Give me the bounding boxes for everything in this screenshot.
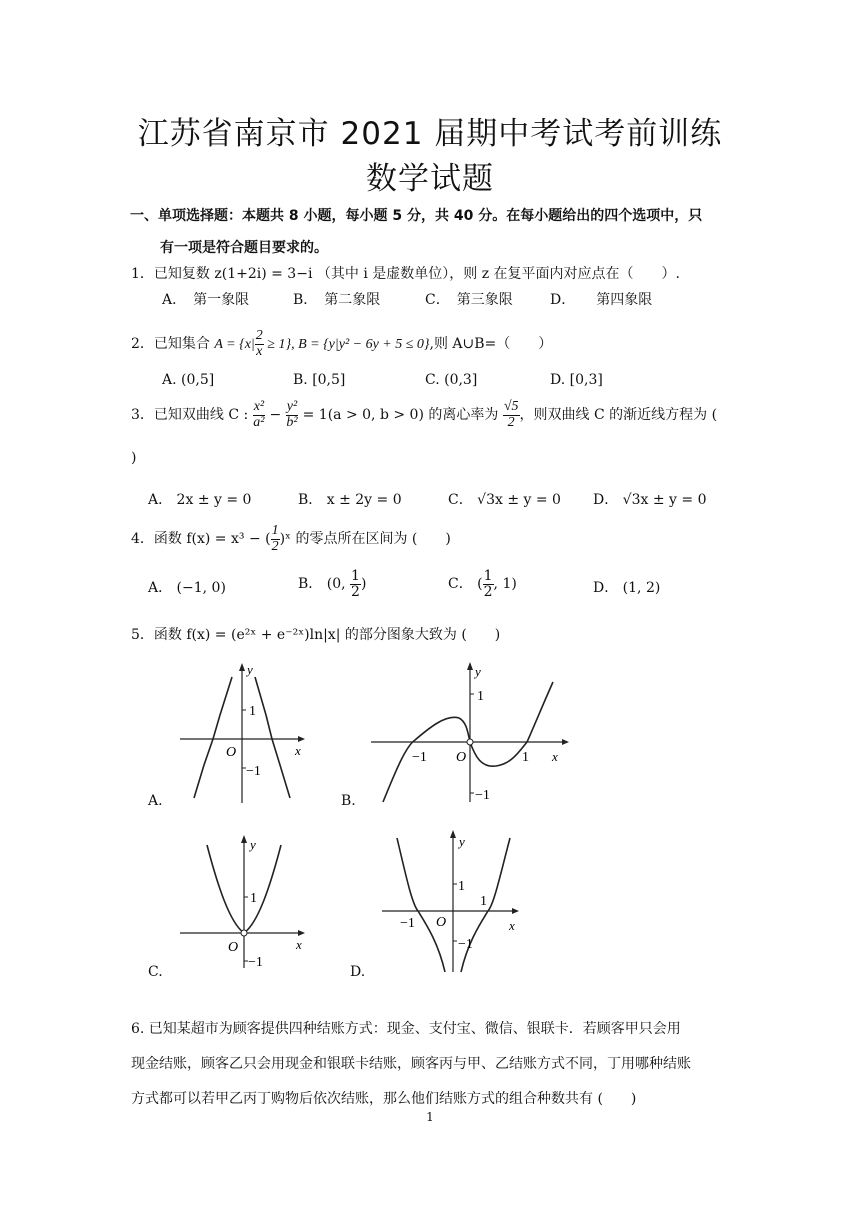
graph-d-x-label: x [509, 918, 515, 933]
q4-option-d: D． (1, 2) [593, 580, 661, 596]
graph-d-left-branch [397, 838, 445, 972]
q4-b-den: 2 [351, 583, 360, 600]
q4-f-num: 1 [271, 523, 279, 538]
q4-c-num: 1 [483, 568, 493, 584]
q1-option-a: A． 第一象限 [162, 292, 250, 308]
section-heading-cont: 有一项是符合题目要求的。 [160, 240, 328, 256]
question-5-stem: 5．函数 f(x) = (e²ˣ + e⁻²ˣ)ln|x| 的部分图象大致为 ( ) [131, 627, 501, 643]
graph-d-label: D. [350, 964, 366, 980]
graph-b-neg-one: −1 [475, 788, 490, 803]
q3-f3-num: √5 [503, 399, 519, 414]
graph-d-y-arrow [450, 830, 456, 838]
graph-b-origin: O [456, 750, 467, 765]
graph-c-y-label: y [250, 837, 256, 852]
graph-a-left-branch [194, 677, 232, 798]
q2-suffix: ,则 A∪B=（ ） [429, 336, 553, 353]
q3-frac-x [253, 400, 265, 430]
q3-option-c: C． √3x ± y = 0 [448, 492, 561, 508]
graph-a-right-branch [255, 677, 290, 798]
graph-d-origin: O [436, 915, 447, 930]
graph-c-x-arrow [298, 930, 305, 936]
graph-d-neg-one: −1 [458, 937, 473, 952]
graph-a-x-label: x [295, 743, 301, 758]
q1-option-d: D． 第四象限 [550, 292, 653, 308]
q2-frac-den: x [256, 343, 263, 359]
q3-option-b: B． x ± 2y = 0 [298, 492, 402, 508]
question-6-line3: 方式都可以若甲乙丙丁购物后依次结账，那么他们结账方式的组合种数共有 ( ) [131, 1091, 637, 1107]
q3-f1-den: a² [253, 414, 265, 430]
graph-a-y-arrow [239, 663, 245, 671]
graph-c-one: 1 [250, 891, 257, 906]
q3-minus: − [265, 407, 286, 424]
graph-b-x-arrow [562, 739, 569, 745]
graph-b [371, 660, 571, 805]
q3-option-a: A． 2x ± y = 0 [148, 492, 252, 508]
graph-c-label: C. [148, 964, 163, 980]
graph-b-y-label: y [475, 664, 481, 679]
q3-f3-den: 2 [507, 414, 515, 430]
graph-c-y-arrow [241, 835, 247, 843]
section-heading: 一、单项选择题：本题共 8 小题，每小题 5 分，共 40 分。在每小题给出的四个选项中，只 [130, 208, 703, 224]
q4-fraction [271, 524, 280, 554]
question-6-line1: 6. 已知某超市为顾客提供四种结账方式：现金、支付宝、微信、银联卡．若顾客甲只会用 [131, 1021, 681, 1037]
q4-c-post: , 1) [493, 576, 517, 593]
q3-suffix: ，则双曲线 C 的渐近线方程为 ( [519, 407, 718, 424]
page-title-line2: 数学试题 [366, 161, 494, 197]
graph-a-label: A. [148, 793, 163, 809]
q4-prefix: 4．函数 f(x) = x³ − ( [131, 531, 271, 548]
graph-d-one: 1 [458, 879, 465, 894]
graph-b-label: B. [341, 793, 356, 809]
graph-c-x-label: x [296, 937, 302, 952]
graph-b-tick-label-1: 1 [522, 750, 529, 765]
q4-c-fraction [483, 569, 494, 599]
q1-option-c: C． 第三象限 [425, 292, 513, 308]
q4-suffix: )ˣ 的零点所在区间为 ( ) [279, 531, 451, 548]
q4-option-a: A． (−1, 0) [148, 580, 226, 596]
graph-a-one: 1 [249, 704, 256, 719]
graph-b-hole [467, 739, 473, 745]
page-title-line1: 江苏省南京市 2021 届期中考试考前训练 [137, 116, 723, 152]
graph-d-tick-label-1: 1 [480, 894, 487, 909]
q2-set-a-right: ≥ 1}, B = {y|y² − 6y + 5 ≤ 0} [263, 337, 430, 353]
q4-b-num: 1 [351, 568, 360, 584]
graph-c-origin: O [228, 940, 239, 955]
q4-f-den: 2 [271, 538, 279, 554]
graph-b-one: 1 [477, 689, 484, 704]
q3-f2-num: y² [286, 399, 298, 414]
page-number: 1 [426, 1110, 434, 1124]
q4-b-fraction [350, 569, 361, 599]
q2-option-d: D. [0,3] [550, 372, 603, 388]
question-1-stem: 1．已知复数 z(1+2i) = 3−i （其中 i 是虚数单位），则 z 在复平面内对应点在（ ）. [131, 266, 680, 282]
q3-frac-e [503, 400, 520, 430]
q3-frac-y [286, 400, 298, 430]
graph-b-y-arrow [467, 662, 473, 670]
q3-mid: = 1(a > 0, b > 0) 的离心率为 [298, 407, 503, 424]
graph-a-x-arrow [298, 736, 305, 742]
graph-d-x-arrow [512, 908, 519, 914]
graph-a-neg-one: −1 [246, 764, 261, 779]
graph-d-tick-label-neg1: −1 [400, 916, 415, 931]
q4-option-c [448, 569, 517, 599]
graph-c-hole [241, 930, 247, 936]
q2-option-b: B. [0,5] [293, 372, 346, 388]
q2-set-a-left: A = {x| [214, 337, 255, 353]
q2-option-a: A. (0,5] [162, 372, 215, 388]
q2-option-c: C. (0,3] [425, 372, 478, 388]
q4-b-post: ) [360, 576, 367, 593]
q4-c-pre: C． ( [448, 576, 483, 593]
q4-b-pre: B． (0, [298, 576, 351, 593]
q3-stem-cont: ) [131, 450, 137, 466]
q3-f2-den: b² [286, 414, 298, 430]
q2-fraction [255, 329, 264, 359]
graph-b-x-label: x [552, 749, 558, 764]
question-3-stem [131, 400, 717, 430]
graph-a [180, 663, 305, 803]
question-4-stem [131, 524, 451, 554]
graph-d [382, 826, 522, 974]
graph-d-y-label: y [459, 834, 465, 849]
q2-prefix: 2．已知集合 [131, 336, 215, 353]
graph-a-y-label: y [247, 663, 253, 677]
q1-option-b: B． 第二象限 [293, 292, 381, 308]
graph-c-neg-one: −1 [248, 955, 263, 970]
question-6-line2: 现金结账，顾客乙只会用现金和银联卡结账，顾客丙与甲、乙结账方式不同，丁用哪种结账 [131, 1056, 691, 1072]
q2-frac-num: 2 [255, 328, 263, 343]
q3-f1-num: x² [253, 399, 265, 414]
q3-option-d: D． √3x ± y = 0 [593, 492, 707, 508]
q3-prefix: 3．已知双曲线 C : [131, 407, 253, 424]
graph-c [180, 835, 305, 970]
graph-b-tick-label-neg1: −1 [412, 750, 427, 765]
graph-a-origin: O [226, 745, 237, 760]
question-2-stem [131, 329, 552, 359]
q4-c-den: 2 [483, 583, 493, 600]
q4-option-b [298, 569, 366, 599]
